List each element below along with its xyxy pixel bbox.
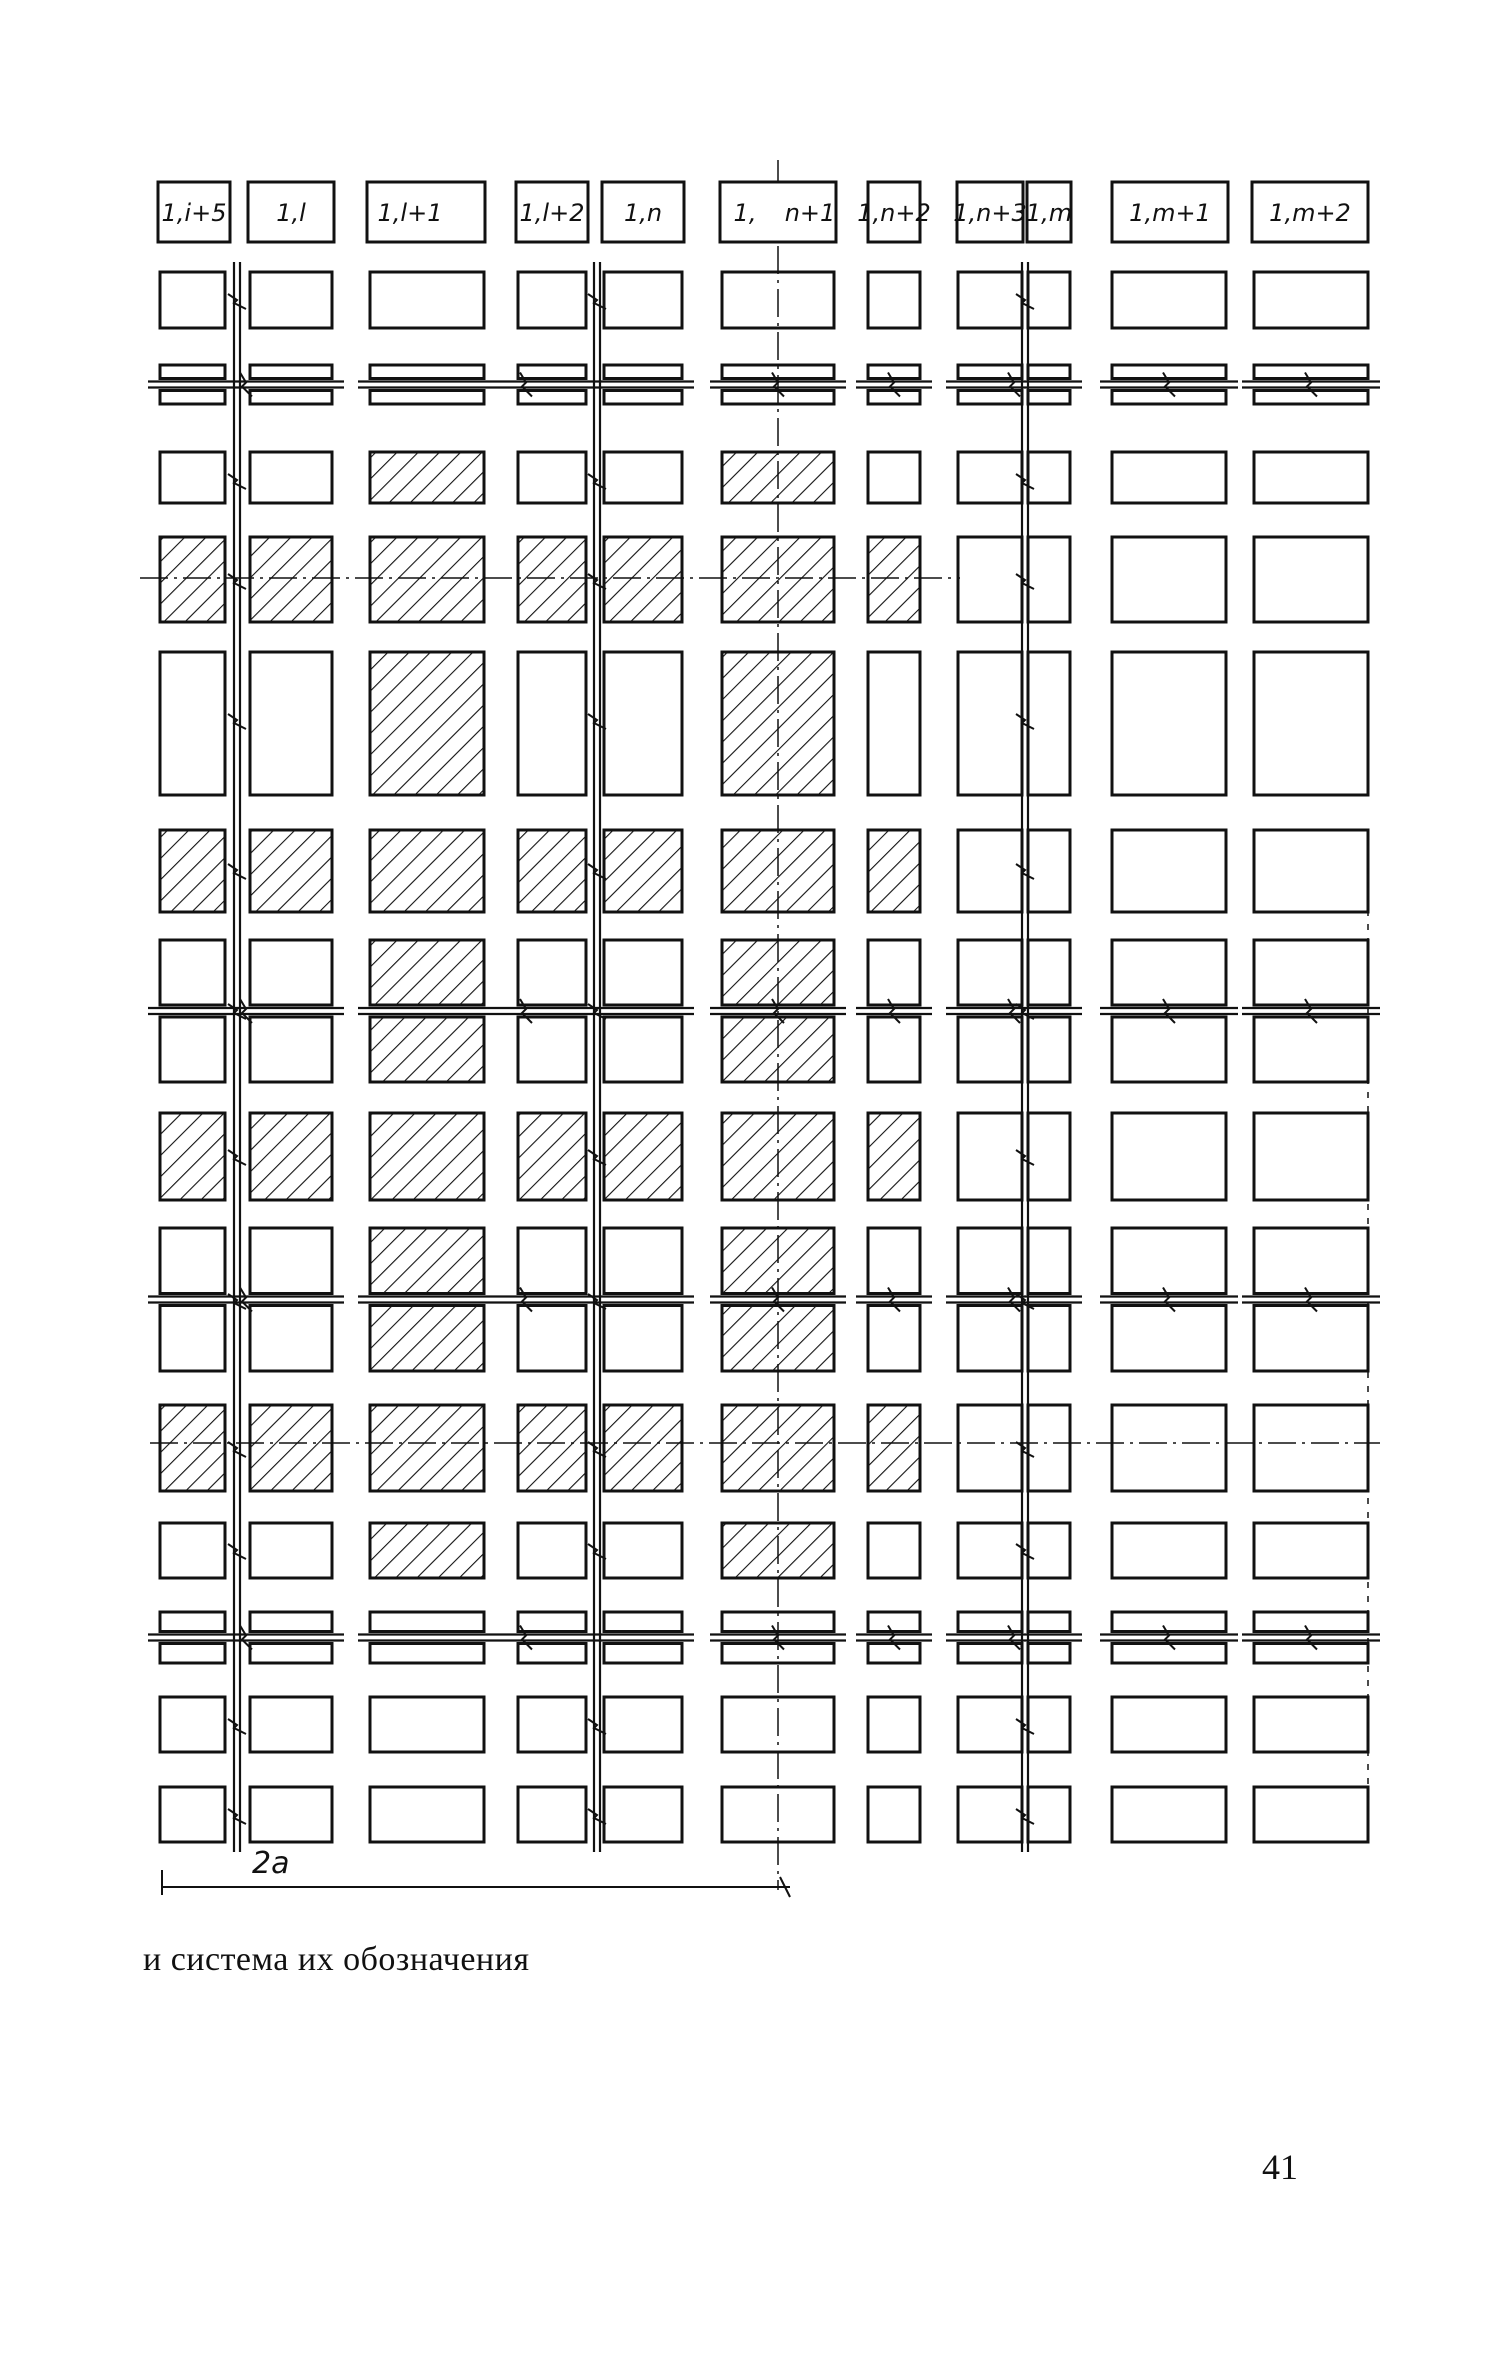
panel-cell <box>604 1644 682 1664</box>
column-label: 1,l+1 <box>377 199 443 227</box>
panel-cell <box>518 1523 586 1578</box>
panel-cell <box>1112 1113 1226 1200</box>
panel-cell <box>604 365 682 379</box>
panel-cell <box>518 1612 586 1632</box>
panel-cell <box>1112 1644 1226 1664</box>
panel-cell <box>868 1697 920 1752</box>
panel-cell <box>370 391 484 405</box>
panel-cell <box>868 1228 920 1294</box>
panel-cell <box>604 1787 682 1842</box>
panel-cell <box>1112 272 1226 328</box>
panel-cell <box>160 1523 225 1578</box>
panel-cell <box>1028 272 1070 328</box>
panel-cell <box>1254 452 1368 503</box>
panel-cell <box>1112 1787 1226 1842</box>
panel-cell <box>604 452 682 503</box>
panel-cell <box>604 1228 682 1294</box>
panel-cell <box>868 452 920 503</box>
panel-cell <box>604 1697 682 1752</box>
panel-cell <box>370 652 484 795</box>
panel-cell <box>604 652 682 795</box>
break-mark <box>228 864 246 879</box>
break-mark <box>228 714 246 729</box>
panel-cell <box>1254 1228 1368 1294</box>
panel-cell <box>518 1697 586 1752</box>
panel-cell <box>250 391 332 405</box>
panel-cell <box>958 652 1022 795</box>
panel-cell <box>1112 452 1226 503</box>
panel-cell <box>160 365 225 379</box>
panel-cell <box>868 1612 920 1632</box>
panel-cell <box>868 1306 920 1372</box>
figure-caption: и система их обозначения <box>143 1941 530 1978</box>
panel-cell <box>958 391 1022 405</box>
panel-cell <box>370 1405 484 1491</box>
column-label: 1,l <box>276 199 306 227</box>
panel-cell <box>160 1113 225 1200</box>
panel-cell <box>868 1017 920 1082</box>
panel-cell <box>370 1697 484 1752</box>
panel-cell <box>1028 1523 1070 1578</box>
column-label: 1,n+3 <box>953 199 1027 227</box>
panel-cell <box>250 1228 332 1294</box>
panel-cell <box>868 1644 920 1664</box>
panel-cell <box>1254 940 1368 1005</box>
panel-cell <box>1028 1697 1070 1752</box>
panel-cell <box>1112 1612 1226 1632</box>
panel-cell <box>604 391 682 405</box>
panel-cell <box>1112 537 1226 622</box>
panel-cell <box>250 537 332 622</box>
panel-cell <box>1028 1787 1070 1842</box>
panel-cell <box>250 272 332 328</box>
panel-cell <box>1028 1306 1070 1372</box>
panel-cell <box>1028 537 1070 622</box>
panel-cell <box>1028 365 1070 379</box>
panel-cell <box>604 1523 682 1578</box>
panel-cell <box>160 940 225 1005</box>
panel-cell <box>1028 1017 1070 1082</box>
panel-cell <box>250 1697 332 1752</box>
panel-cell <box>1254 272 1368 328</box>
panel-cell <box>1028 452 1070 503</box>
panel-cell <box>518 452 586 503</box>
panel-cell <box>250 1113 332 1200</box>
panel-cell <box>868 391 920 405</box>
panel-cell <box>868 365 920 379</box>
panel-cell <box>1254 1113 1368 1200</box>
panel-cell <box>160 830 225 912</box>
panel-cell <box>160 391 225 405</box>
panel-cell <box>160 1644 225 1664</box>
break-mark <box>228 474 246 489</box>
column-label: 1,n <box>623 199 663 227</box>
panel-cell <box>1028 391 1070 405</box>
panel-cell <box>958 940 1022 1005</box>
panel-cell <box>518 365 586 379</box>
panel-cell <box>518 272 586 328</box>
break-mark <box>228 294 246 309</box>
panel-cell <box>1112 1228 1226 1294</box>
panel-cell <box>518 537 586 622</box>
panel-cell <box>958 1697 1022 1752</box>
panel-cell <box>160 537 225 622</box>
panel-cell <box>518 940 586 1005</box>
panel-cell <box>250 940 332 1005</box>
panel-cell <box>160 652 225 795</box>
panel-cell <box>1112 830 1226 912</box>
panel-cell <box>1112 652 1226 795</box>
panel-cell <box>250 830 332 912</box>
dimension-label: 2a <box>252 1846 290 1881</box>
panel-cell <box>1112 391 1226 405</box>
panel-cell <box>370 1306 484 1372</box>
panel-cell <box>958 272 1022 328</box>
panel-cell <box>1112 1405 1226 1491</box>
column-label: 1,m <box>1025 199 1073 227</box>
panel-cell <box>1254 537 1368 622</box>
panel-cell <box>958 1017 1022 1082</box>
panel-cell <box>604 537 682 622</box>
panel-cell <box>1254 830 1368 912</box>
panel-cell <box>1254 1697 1368 1752</box>
panel-cell <box>958 1644 1022 1664</box>
break-mark <box>228 1544 246 1559</box>
break-mark <box>228 1719 246 1734</box>
column-label: 1,l+2 <box>519 199 585 227</box>
panel-cell <box>958 1523 1022 1578</box>
panel-cell <box>868 1113 920 1200</box>
panel-cell <box>1254 1787 1368 1842</box>
panel-cell <box>1112 1306 1226 1372</box>
panel-cell <box>1254 1017 1368 1082</box>
panel-cell <box>518 1306 586 1372</box>
panel-cell <box>370 365 484 379</box>
panel-cell <box>604 830 682 912</box>
panel-cell <box>370 1612 484 1632</box>
panel-cell <box>1028 652 1070 795</box>
panel-cell <box>958 1612 1022 1632</box>
panel-cell <box>1254 1523 1368 1578</box>
panel-cell <box>604 1017 682 1082</box>
break-mark <box>228 1150 246 1165</box>
panel-cell <box>1112 1017 1226 1082</box>
panel-cell <box>604 1113 682 1200</box>
panel-cell <box>250 652 332 795</box>
panel-cell <box>250 1644 332 1664</box>
panel-cell <box>370 1787 484 1842</box>
panel-cell <box>868 1787 920 1842</box>
panel-cell <box>518 652 586 795</box>
panel-cell <box>1112 1697 1226 1752</box>
panel-cell <box>1028 1644 1070 1664</box>
panel-cell <box>370 1644 484 1664</box>
panel-cell <box>250 452 332 503</box>
panel-cell <box>868 830 920 912</box>
panel-cell <box>370 1017 484 1082</box>
panel-cell <box>160 452 225 503</box>
panel-cell <box>1028 830 1070 912</box>
panel-cell <box>370 1113 484 1200</box>
panel-cell <box>958 1113 1022 1200</box>
panel-cell <box>518 1405 586 1491</box>
panel-cell <box>518 1787 586 1842</box>
panel-cell <box>250 365 332 379</box>
panel-cell <box>370 1523 484 1578</box>
break-mark <box>228 1809 246 1824</box>
panel-cell <box>160 1612 225 1632</box>
panel-cell <box>1254 1644 1368 1664</box>
break-mark <box>228 574 246 589</box>
panel-cell <box>958 1405 1022 1491</box>
panel-cell <box>518 1017 586 1082</box>
column-label: n+1 <box>784 199 836 227</box>
panel-cell <box>1028 1113 1070 1200</box>
panel-cell <box>160 272 225 328</box>
column-label: 1,n+2 <box>857 199 931 227</box>
panel-cell <box>604 1612 682 1632</box>
panel-cell <box>958 1787 1022 1842</box>
panel-cell <box>518 830 586 912</box>
column-label: 1, <box>733 199 757 227</box>
panel-cell <box>1254 652 1368 795</box>
panel-cell <box>250 1523 332 1578</box>
panel-cell <box>1254 1405 1368 1491</box>
panel-cell <box>250 1017 332 1082</box>
panel-cell <box>250 1612 332 1632</box>
panel-cell <box>1028 1612 1070 1632</box>
panel-cell <box>1112 1523 1226 1578</box>
panel-cell <box>868 1405 920 1491</box>
panel-cell <box>160 1405 225 1491</box>
panel-cell <box>604 940 682 1005</box>
panel-cell <box>1112 940 1226 1005</box>
panel-cell <box>250 1787 332 1842</box>
panel-cell <box>958 830 1022 912</box>
panel-cell <box>160 1306 225 1372</box>
panel-cell <box>958 1306 1022 1372</box>
panel-cell <box>1254 1306 1368 1372</box>
panel-cell <box>1028 940 1070 1005</box>
panel-cell <box>958 537 1022 622</box>
panel-cell <box>1254 1612 1368 1632</box>
panel-cell <box>370 830 484 912</box>
panel-cell <box>604 1306 682 1372</box>
panel-cell <box>518 1113 586 1200</box>
panel-cell <box>160 1228 225 1294</box>
panel-cell <box>868 537 920 622</box>
page-number: 41 <box>1262 2147 1298 2187</box>
panel-cell <box>370 940 484 1005</box>
panel-cell <box>518 1228 586 1294</box>
panel-cell <box>604 1405 682 1491</box>
panel-cell <box>868 652 920 795</box>
panel-cell <box>868 1523 920 1578</box>
panel-cell <box>1254 391 1368 405</box>
panel-cell <box>958 452 1022 503</box>
panel-cell <box>1254 365 1368 379</box>
panel-cell <box>160 1787 225 1842</box>
panel-cell <box>160 1017 225 1082</box>
panel-cell <box>1112 365 1226 379</box>
panel-cell <box>958 1228 1022 1294</box>
panel-cell <box>370 1228 484 1294</box>
column-label: 1,m+2 <box>1269 199 1351 227</box>
panel-cell <box>1028 1405 1070 1491</box>
break-mark <box>228 1442 246 1457</box>
panel-cell <box>868 272 920 328</box>
panel-cell <box>370 537 484 622</box>
panel-cell <box>250 1405 332 1491</box>
panel-cell <box>370 272 484 328</box>
panel-cell <box>958 365 1022 379</box>
panel-cell <box>250 1306 332 1372</box>
panel-cell <box>1028 1228 1070 1294</box>
column-label: 1,m+1 <box>1129 199 1211 227</box>
panel-cell <box>604 272 682 328</box>
panel-cell <box>868 940 920 1005</box>
panel-cell <box>370 452 484 503</box>
column-label: 1,i+5 <box>161 199 227 227</box>
panel-cell <box>160 1697 225 1752</box>
